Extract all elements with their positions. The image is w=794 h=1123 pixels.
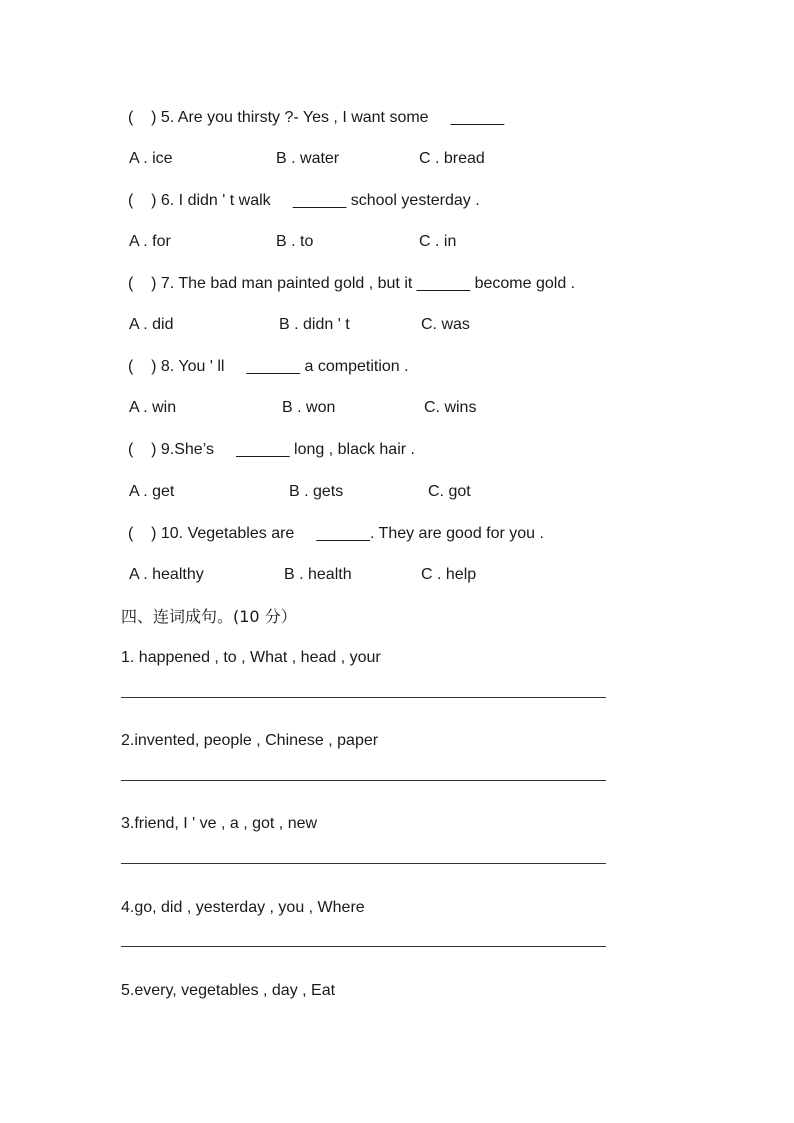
option-c: C. got: [428, 483, 471, 500]
sentence-item-2: 2.invented, people , Chinese , paper: [121, 732, 379, 749]
option-a: A . win: [129, 399, 177, 416]
option-b: B . didn ' t: [279, 316, 350, 333]
answer-line-2[interactable]: [121, 780, 606, 781]
option-a: A . for: [129, 233, 171, 250]
option-b: B . gets: [289, 483, 344, 500]
option-c: C . in: [419, 233, 457, 250]
option-b: B . won: [282, 399, 336, 416]
sentence-item-4: 4.go, did , yesterday , you , Where: [121, 899, 365, 916]
option-c: C . help: [421, 566, 477, 583]
answer-line-1[interactable]: [121, 697, 606, 698]
option-b: B . water: [276, 150, 340, 167]
option-b: B . to: [276, 233, 314, 250]
question-10: ( ) 10. Vegetables are ______. They are good for you .: [128, 525, 544, 542]
answer-line-4[interactable]: [121, 946, 606, 947]
option-a: A . ice: [129, 150, 173, 167]
question-7: ( ) 7. The bad man painted gold , but it ______ become gold .: [128, 275, 576, 292]
section-4-title: 四、连词成句。(10 分）: [121, 607, 297, 626]
question-8: ( ) 8. You ' ll ______ a competition .: [128, 358, 409, 375]
option-b: B . health: [284, 566, 352, 583]
question-9: ( ) 9.She’s ______ long , black hair .: [128, 441, 415, 458]
option-c: C . bread: [419, 150, 485, 167]
option-c: C. was: [421, 316, 470, 333]
option-a: A . did: [129, 316, 174, 333]
sentence-item-5: 5.every, vegetables , day , Eat: [121, 982, 336, 999]
sentence-item-1: 1. happened , to , What , head , your: [121, 649, 381, 666]
question-5: ( ) 5. Are you thirsty ?- Yes , I want some ______: [128, 109, 505, 126]
answer-line-3[interactable]: [121, 863, 606, 864]
option-a: A . healthy: [129, 566, 204, 583]
option-a: A . get: [129, 483, 175, 500]
option-c: C. wins: [424, 399, 477, 416]
question-6: ( ) 6. I didn ' t walk ______ school yesterday .: [128, 192, 480, 209]
sentence-item-3: 3.friend, I ' ve , a , got , new: [121, 815, 318, 832]
